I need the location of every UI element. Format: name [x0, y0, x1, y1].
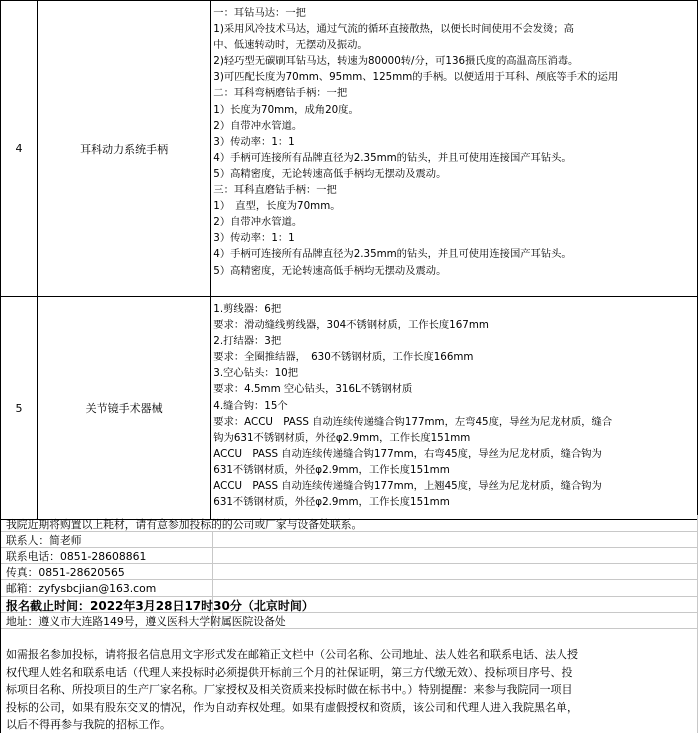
note-line: 权代理人姓名和联系电话（代理人来投标时必须提供开标前三个月的社保证明，第三方代缴无效）、投标项目序号、投 [6, 665, 573, 679]
note-line: 标项目名称、所投项目的生产厂家名称。厂家授权及相关资质来投标时做在标书中。）特别提醒：来参与我院同一项目 [6, 683, 573, 696]
requirement-line: 3)可匹配长度为70mm、95mm、125mm的手柄。以便适用于耳科、颅底等手术的运用 [213, 71, 619, 84]
note-line: 以后不得再参与我院的招标工作。 [6, 718, 171, 731]
requirement-line: 1.剪线器：6把 [213, 303, 282, 315]
contact-email: 邮箱：zyfysbcjian@163.com [6, 582, 157, 595]
table-row [1, 1, 698, 297]
requirement-line: ACCU PASS 自动连续传递缝合钩177mm，上翘45度，导丝为尼龙材质，缝合钩为 [213, 480, 602, 493]
requirement-line: 二：耳科弯柄磨钻手柄：一把 [213, 87, 348, 100]
requirement-line: 4）手柄可连接所有品牌直径为2.35mm的钻头，并且可使用连接国产耳钻头。 [213, 151, 572, 164]
requirement-line: 631不锈钢材质，外径φ2.9mm，工作长度151mm [213, 496, 450, 509]
note-line: 投标的公司，如果有股东交叉的情况，作为自动弃权处理。如果有虚假授权和资质，该公司和代理人进入我院黑名单， [6, 700, 578, 714]
contact-intro: 我院近期将购置以上耗材，请有意参加投标的的公司或厂家与设备处联系。 [6, 518, 363, 531]
bidding-note [6, 646, 694, 734]
contact-person: 联系人：简老师 [6, 534, 82, 547]
item-name: 关节镜手术器械 [37, 297, 210, 520]
requirement-line: 钩为631不锈钢材质，外径φ2.9mm，工作长度151mm [213, 431, 471, 444]
requirement-line: 1）长度为70mm，成角20度。 [213, 103, 359, 116]
row-number: 5 [1, 297, 38, 520]
requirement-line: 5）高精密度，无论转速高低手柄均无摆动及震动。 [213, 264, 447, 277]
requirement-line: ACCU PASS 自动连续传递缝合钩177mm，右弯45度，导丝为尼龙材质，缝合钩为 [213, 447, 602, 460]
requirement-line: 631不锈钢材质，外径φ2.9mm，工作长度151mm [213, 463, 450, 476]
requirement-line: 3）传动率：1：1 [213, 135, 295, 148]
row-number: 4 [1, 1, 38, 297]
requirement-line: 2）自带冲水管道。 [213, 216, 303, 229]
requirement-line: 4.缝合钩：15个 [213, 399, 288, 412]
requirement-line: 1)采用风冷技术马达，通过气流的循环直接散热，以便长时间使用不会发烫；高 [213, 23, 574, 36]
requirement-line: 要求：滑动缝线剪线器，304不锈钢材质，工作长度167mm [213, 319, 489, 332]
contact-address: 地址：遵义市大连路149号，遵义医科大学附属医院设备处 [6, 615, 286, 628]
requirement-line: 要求：ACCU PASS 自动连续传递缝合钩177mm，左弯45度，导丝为尼龙材质，缝合 [213, 415, 613, 428]
requirement-line: 2.打结器：3把 [213, 335, 282, 348]
requirement-line: 1） 直型，长度为70mm。 [213, 200, 341, 213]
item-name: 耳科动力系统手柄 [37, 1, 210, 297]
contact-fax: 传真：0851-28620565 [6, 566, 125, 579]
requirement-line: 要求：4.5mm 空心钻头，316L不锈钢材质 [213, 383, 413, 396]
requirement-line: 2）自带冲水管道。 [213, 119, 303, 132]
note-line: 如需报名参加投标，请将报名信息用文字形式发在邮箱正文栏中（公司名称、公司地址、法人姓名和联系电话、法人授 [6, 648, 578, 661]
contact-phone: 联系电话：0851-28608861 [6, 550, 147, 563]
requirement-line: 三：耳科直磨钻手柄：一把 [213, 184, 337, 197]
grid-line [0, 0, 1, 733]
requirement-line: 中、低速转动时，无摆动及振动。 [213, 39, 368, 52]
deadline: 报名截止时间：2022年3月28日17时30分（北京时间） [6, 599, 314, 613]
requirement-line: 4）手柄可连接所有品牌直径为2.35mm的钻头，并且可使用连接国产耳钻头。 [213, 248, 572, 261]
requirement-line: 一：耳钻马达：一把 [213, 7, 306, 19]
item-requirements [211, 1, 698, 297]
requirement-line: 3.空心钻头：10把 [213, 367, 298, 380]
item-requirements [211, 297, 698, 520]
grid-line [0, 547, 698, 548]
requirement-line: 5）高精密度，无论转速高低手柄均无摆动及震动。 [213, 167, 447, 180]
requirement-line: 2)轻巧型无碳刷耳钻马达，转速为80000转/分，可136摄氏度的高温高压消毒。 [213, 55, 579, 68]
requirement-line: 要求：全圈推结器， 630不锈钢材质，工作长度166mm [213, 351, 474, 364]
table-row [1, 297, 698, 520]
requirement-line: 3）传动率：1：1 [213, 232, 295, 245]
